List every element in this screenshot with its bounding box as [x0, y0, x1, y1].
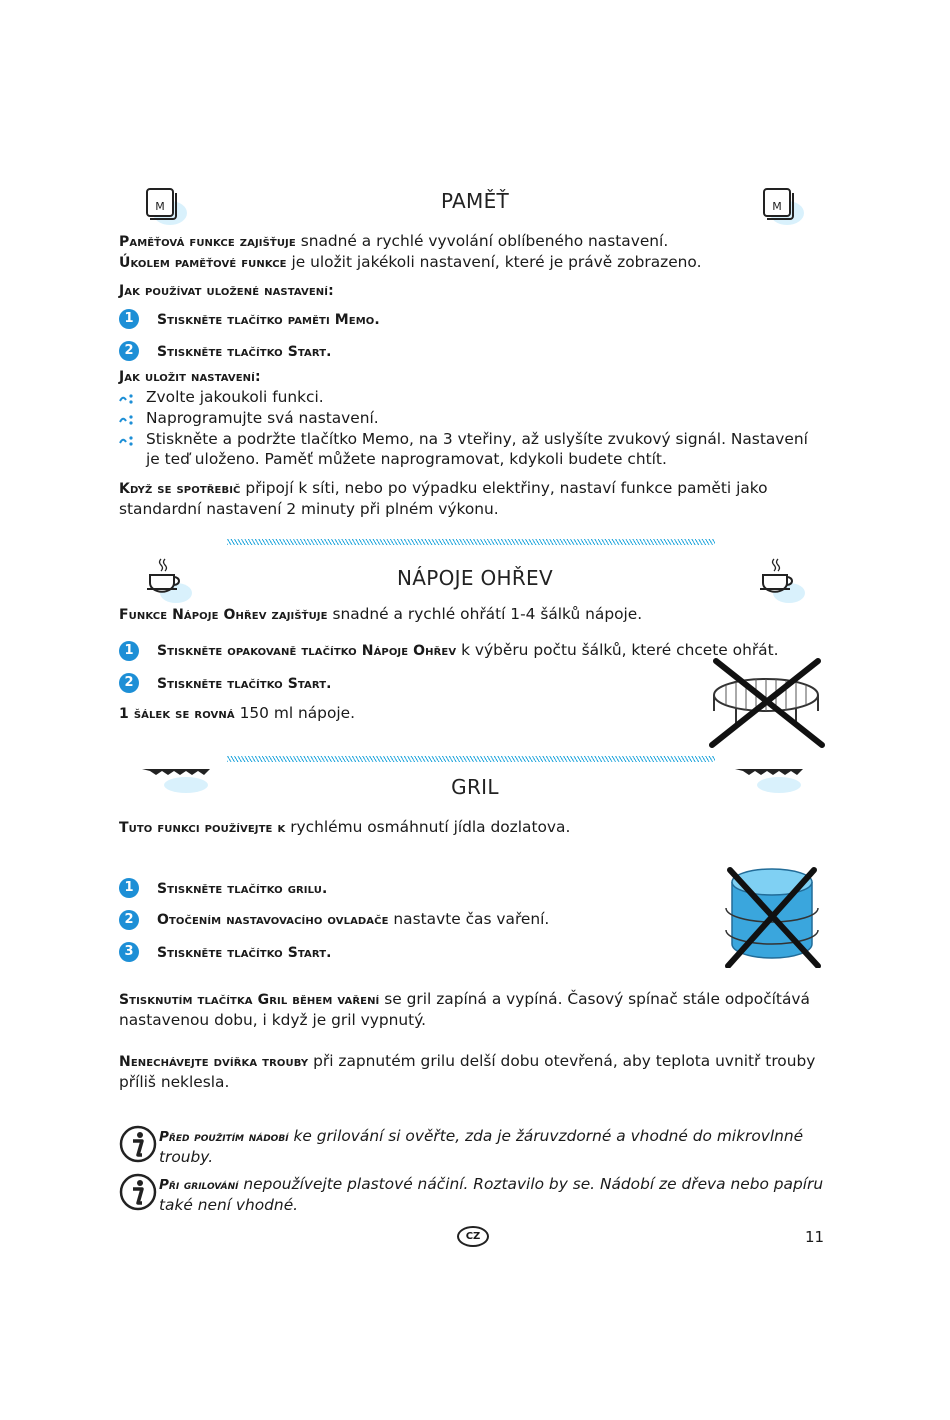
beverage-intro-lead: Funkce Nápoje Ohřev zajišťuje: [119, 607, 328, 623]
grill-intro-text: rychlému osmáhnutí jídla dozlatova.: [285, 818, 571, 836]
memory-intro-1: [119, 231, 819, 252]
memory-use-heading: Jak používat uložené nastavení:: [119, 283, 334, 299]
beverage-step-1-text: k výběru počtu šálků, které chcete ohřát.: [456, 641, 779, 659]
memory-note-text: připojí k síti, nebo po výpadku elektřiny, nastaví funkce paměti jako standardní nastavení 2 minuty při plném výkonu.: [119, 479, 768, 518]
memory-step-1: [157, 309, 380, 330]
memory-note: [119, 478, 819, 519]
grill-toggle-note-lead: Stisknutím tlačítka Gril během vaření: [119, 992, 380, 1008]
beverage-step-1-number: 1: [119, 641, 139, 661]
grill-intro: [119, 817, 819, 838]
info-note-2-text: nepoužívejte plastové náčiní. Roztavilo by se. Nádobí ze dřeva nebo papíru také není vhodné.: [159, 1175, 824, 1214]
memory-bullet-2: Naprogramujte svá nastavení.: [146, 409, 379, 427]
beverage-step-1-lead: Stiskněte opakovaně tlačítko Nápoje Ohřev: [157, 643, 457, 659]
beverage-step-2-number: 2: [119, 673, 139, 693]
info-note-1: [159, 1126, 829, 1167]
beverage-note-text: 150 ml nápoje.: [234, 704, 356, 722]
bullet-icon: [119, 412, 137, 426]
grill-step-1-number: 1: [119, 878, 139, 898]
info-note-1-lead: Před použitím nádobí: [159, 1129, 289, 1145]
info-note-2: [159, 1174, 829, 1215]
info-note-2-lead: Při grilování: [159, 1177, 239, 1193]
memory-intro-2: [119, 252, 819, 273]
memory-bullet-1: Zvolte jakoukoli funkci.: [146, 388, 324, 406]
memory-step-1-lead: Stiskněte tlačítko paměti Memo.: [157, 312, 380, 328]
memory-step-2-number: 2: [119, 341, 139, 361]
no-plastic-dish-icon: [722, 864, 822, 968]
memory-step-1-number: 1: [119, 309, 139, 329]
grill-step-2-lead: Otočením nastavovacího ovladače: [157, 912, 389, 928]
grill-door-note-text: při zapnutém grilu delší dobu otevřená, aby teplota uvnitř trouby příliš neklesla.: [119, 1052, 816, 1091]
memory-step-2: [157, 341, 332, 362]
memory-intro-2-text: je uložit jakékoli nastavení, které je právě zobrazeno.: [286, 253, 702, 271]
country-badge: [457, 1226, 489, 1247]
memory-intro-1-text: snadné a rychlé vyvolání oblíbeného nastavení.: [295, 232, 669, 250]
beverage-step-2-lead: Stiskněte tlačítko Start.: [157, 676, 332, 692]
bullet-icon: [119, 391, 137, 405]
info-icon: [118, 1124, 158, 1164]
beverage-intro: [119, 604, 819, 625]
bullet-icon: [119, 433, 137, 447]
grill-step-2-text: nastavte čas vaření.: [388, 910, 550, 928]
memory-note-lead: Když se spotřebič: [119, 481, 241, 497]
grill-door-note: [119, 1051, 819, 1092]
memory-save-heading: Jak uložit nastavení:: [119, 369, 261, 385]
grill-door-note-lead: Nenechávejte dvířka trouby: [119, 1054, 309, 1070]
grill-step-2-number: 2: [119, 910, 139, 930]
page-number: 11: [805, 1228, 825, 1246]
info-icon: [118, 1172, 158, 1212]
section-divider: [227, 756, 715, 762]
grill-step-1-lead: Stiskněte tlačítko grilu.: [157, 881, 328, 897]
grill-step-1: [157, 878, 327, 899]
beverage-step-1: [157, 640, 779, 661]
memory-step-2-lead: Stiskněte tlačítko Start.: [157, 344, 332, 360]
memory-title: PAMĚŤ: [440, 189, 510, 213]
grill-step-3: [157, 942, 332, 963]
svg-text:M: M: [155, 200, 165, 213]
beverage-intro-text: snadné a rychlé ohřátí 1-4 šálků nápoje.: [327, 605, 643, 623]
grill-intro-lead: Tuto funkci používejte k: [119, 820, 286, 836]
svg-text:M: M: [772, 200, 782, 213]
beverage-title: NÁPOJE OHŘEV: [397, 566, 553, 590]
country-code: CZ: [465, 1231, 481, 1242]
grill-step-2: [157, 909, 549, 930]
memory-bullet-3: Stiskněte a podržte tlačítko Memo, na 3 vteřiny, až uslyšíte zvukový signál. Nastavení je teď uloženo. Paměť můžete naprogramovat, kdykoli budete chtít.: [146, 430, 808, 469]
grill-step-3-lead: Stiskněte tlačítko Start.: [157, 945, 332, 961]
beverage-note-lead: 1 šálek se rovná: [119, 706, 235, 722]
section-divider: [227, 539, 715, 545]
memory-intro-1-lead: Paměťová funkce zajišťuje: [119, 234, 296, 250]
no-rack-icon: [706, 657, 826, 749]
beverage-step-2: [157, 673, 332, 694]
memory-intro-2-lead: Úkolem paměťové funkce: [119, 255, 287, 271]
grill-title: GRIL: [451, 775, 499, 799]
grill-step-3-number: 3: [119, 942, 139, 962]
info-note-1-text: ke grilování si ověřte, zda je žáruvzdorné a vhodné do mikrovlnné trouby.: [159, 1127, 804, 1166]
grill-toggle-note: [119, 989, 819, 1030]
grill-toggle-note-text: se gril zapíná a vypíná. Časový spínač stále odpočítává nastavenou dobu, i když je gril vypnutý.: [119, 990, 810, 1029]
